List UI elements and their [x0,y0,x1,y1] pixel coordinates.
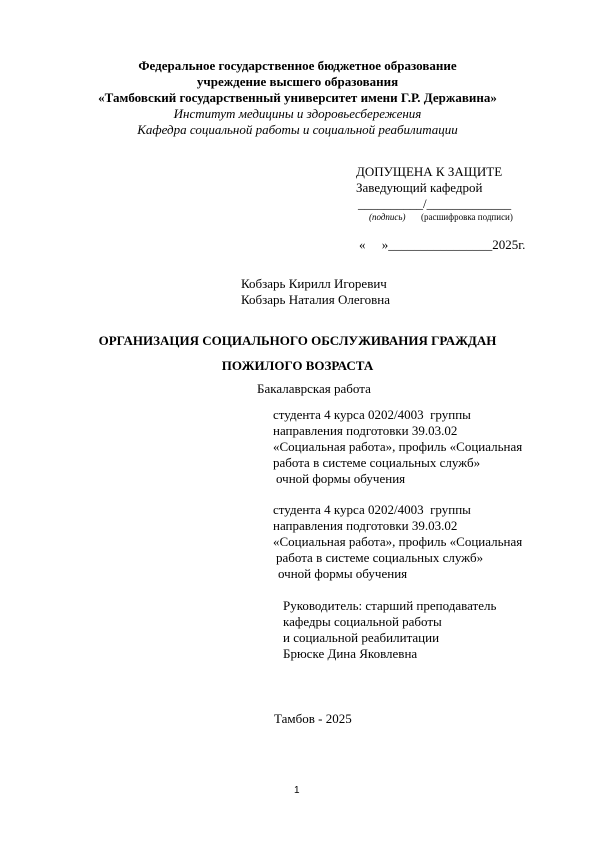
signature-line: __________/_____________ [358,196,512,211]
approval-title: ДОПУЩЕНА К ЗАЩИТЕ [356,164,503,179]
supervisor-name: Брюске Дина Яковлевна [283,646,418,661]
approval-role: Заведующий кафедрой [356,180,483,195]
author-name: Кобзарь Наталия Олеговна [241,292,390,307]
approval-date-line: « »________________2025г. [359,237,526,252]
student1-line: студента 4 курса 0202/4003 группы [273,407,471,422]
student1-line: работа в системе социальных служб» [273,455,481,470]
signature-caption: (подпись) [369,212,406,222]
decoding-caption: (расшифровка подписи) [421,212,513,222]
work-type: Бакалаврская работа [257,381,371,396]
page-number: 1 [294,785,300,796]
supervisor-line: кафедры социальной работы [283,614,442,629]
header-line-2: учреждение высшего образования [196,74,399,89]
city-year: Тамбов - 2025 [274,711,352,726]
institute-name: Институт медицины и здоровьесбережения [173,106,422,121]
student2-line: студента 4 курса 0202/4003 группы [273,502,471,517]
student1-line: очной формы обучения [276,471,406,486]
student1-line: направления подготовки 39.03.02 [273,423,458,438]
student2-line: работа в системе социальных служб» [276,550,484,565]
author-name: Кобзарь Кирилл Игоревич [241,276,387,291]
header-line-1: Федеральное государственное бюджетное образование [138,58,457,73]
student2-line: направления подготовки 39.03.02 [273,518,458,533]
student2-line: «Социальная работа», профиль «Социальная [273,534,523,549]
university-name: «Тамбовский государственный университет имени Г.Р. Державина» [98,90,497,105]
work-title-line-1: ОРГАНИЗАЦИЯ СОЦИАЛЬНОГО ОБСЛУЖИВАНИЯ ГРАЖДАН [98,333,497,348]
student1-line: «Социальная работа», профиль «Социальная [273,439,523,454]
student2-line: очной формы обучения [278,566,408,581]
work-title-line-2: ПОЖИЛОГО ВОЗРАСТА [221,358,374,373]
supervisor-line: и социальной реабилитации [283,630,440,645]
department-name: Кафедра социальной работы и социальной реабилитации [137,122,458,137]
supervisor-line: Руководитель: старший преподаватель [283,598,497,613]
